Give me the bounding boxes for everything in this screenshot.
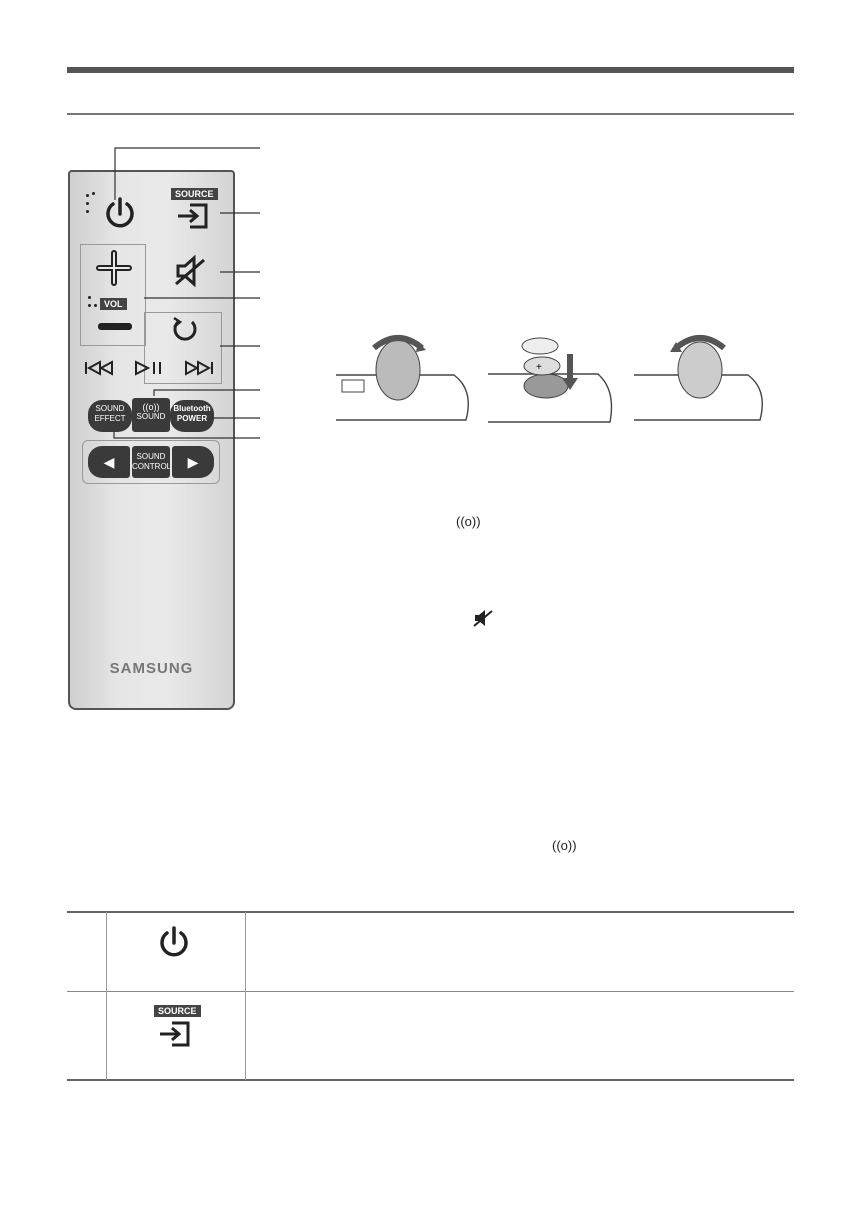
brand-logo: SAMSUNG — [109, 660, 194, 677]
source-label: SOURCE — [171, 188, 218, 200]
svg-text:+: + — [536, 362, 542, 373]
table-row-rule — [67, 991, 794, 992]
table-col-divider-1 — [106, 912, 107, 1080]
callout-lines — [110, 140, 270, 460]
table-power-icon — [156, 925, 192, 961]
sound-control-left-button[interactable]: ◀ — [88, 446, 130, 478]
section-rule — [67, 113, 794, 115]
sound-effect-button[interactable]: SOUND EFFECT — [88, 400, 132, 432]
sound-control-right-button[interactable]: ▶ — [172, 446, 214, 478]
mute-inline-icon — [472, 608, 496, 628]
header-rule — [67, 67, 794, 73]
surround-sound-button[interactable]: ((o)) SOUND — [132, 398, 170, 432]
battery-cover-open-illustration — [334, 330, 476, 424]
table-source-icon — [158, 1020, 192, 1048]
bluetooth-power-button[interactable]: Bluetooth POWER — [170, 400, 214, 432]
surround-inline-icon-2: ((o)) — [552, 838, 577, 853]
vol-label: VOL — [100, 298, 127, 310]
table-top-rule — [67, 911, 794, 913]
surround-inline-icon: ((o)) — [456, 514, 481, 529]
battery-insert-illustration — [486, 336, 618, 424]
table-bottom-rule — [67, 1079, 794, 1081]
table-source-label: SOURCE — [154, 1005, 201, 1017]
battery-cover-close-illustration — [632, 330, 770, 424]
surround-icon: ((o)) — [142, 402, 160, 412]
table-col-divider-2 — [245, 912, 246, 1080]
sound-control-label: SOUND CONTROL — [132, 446, 170, 478]
